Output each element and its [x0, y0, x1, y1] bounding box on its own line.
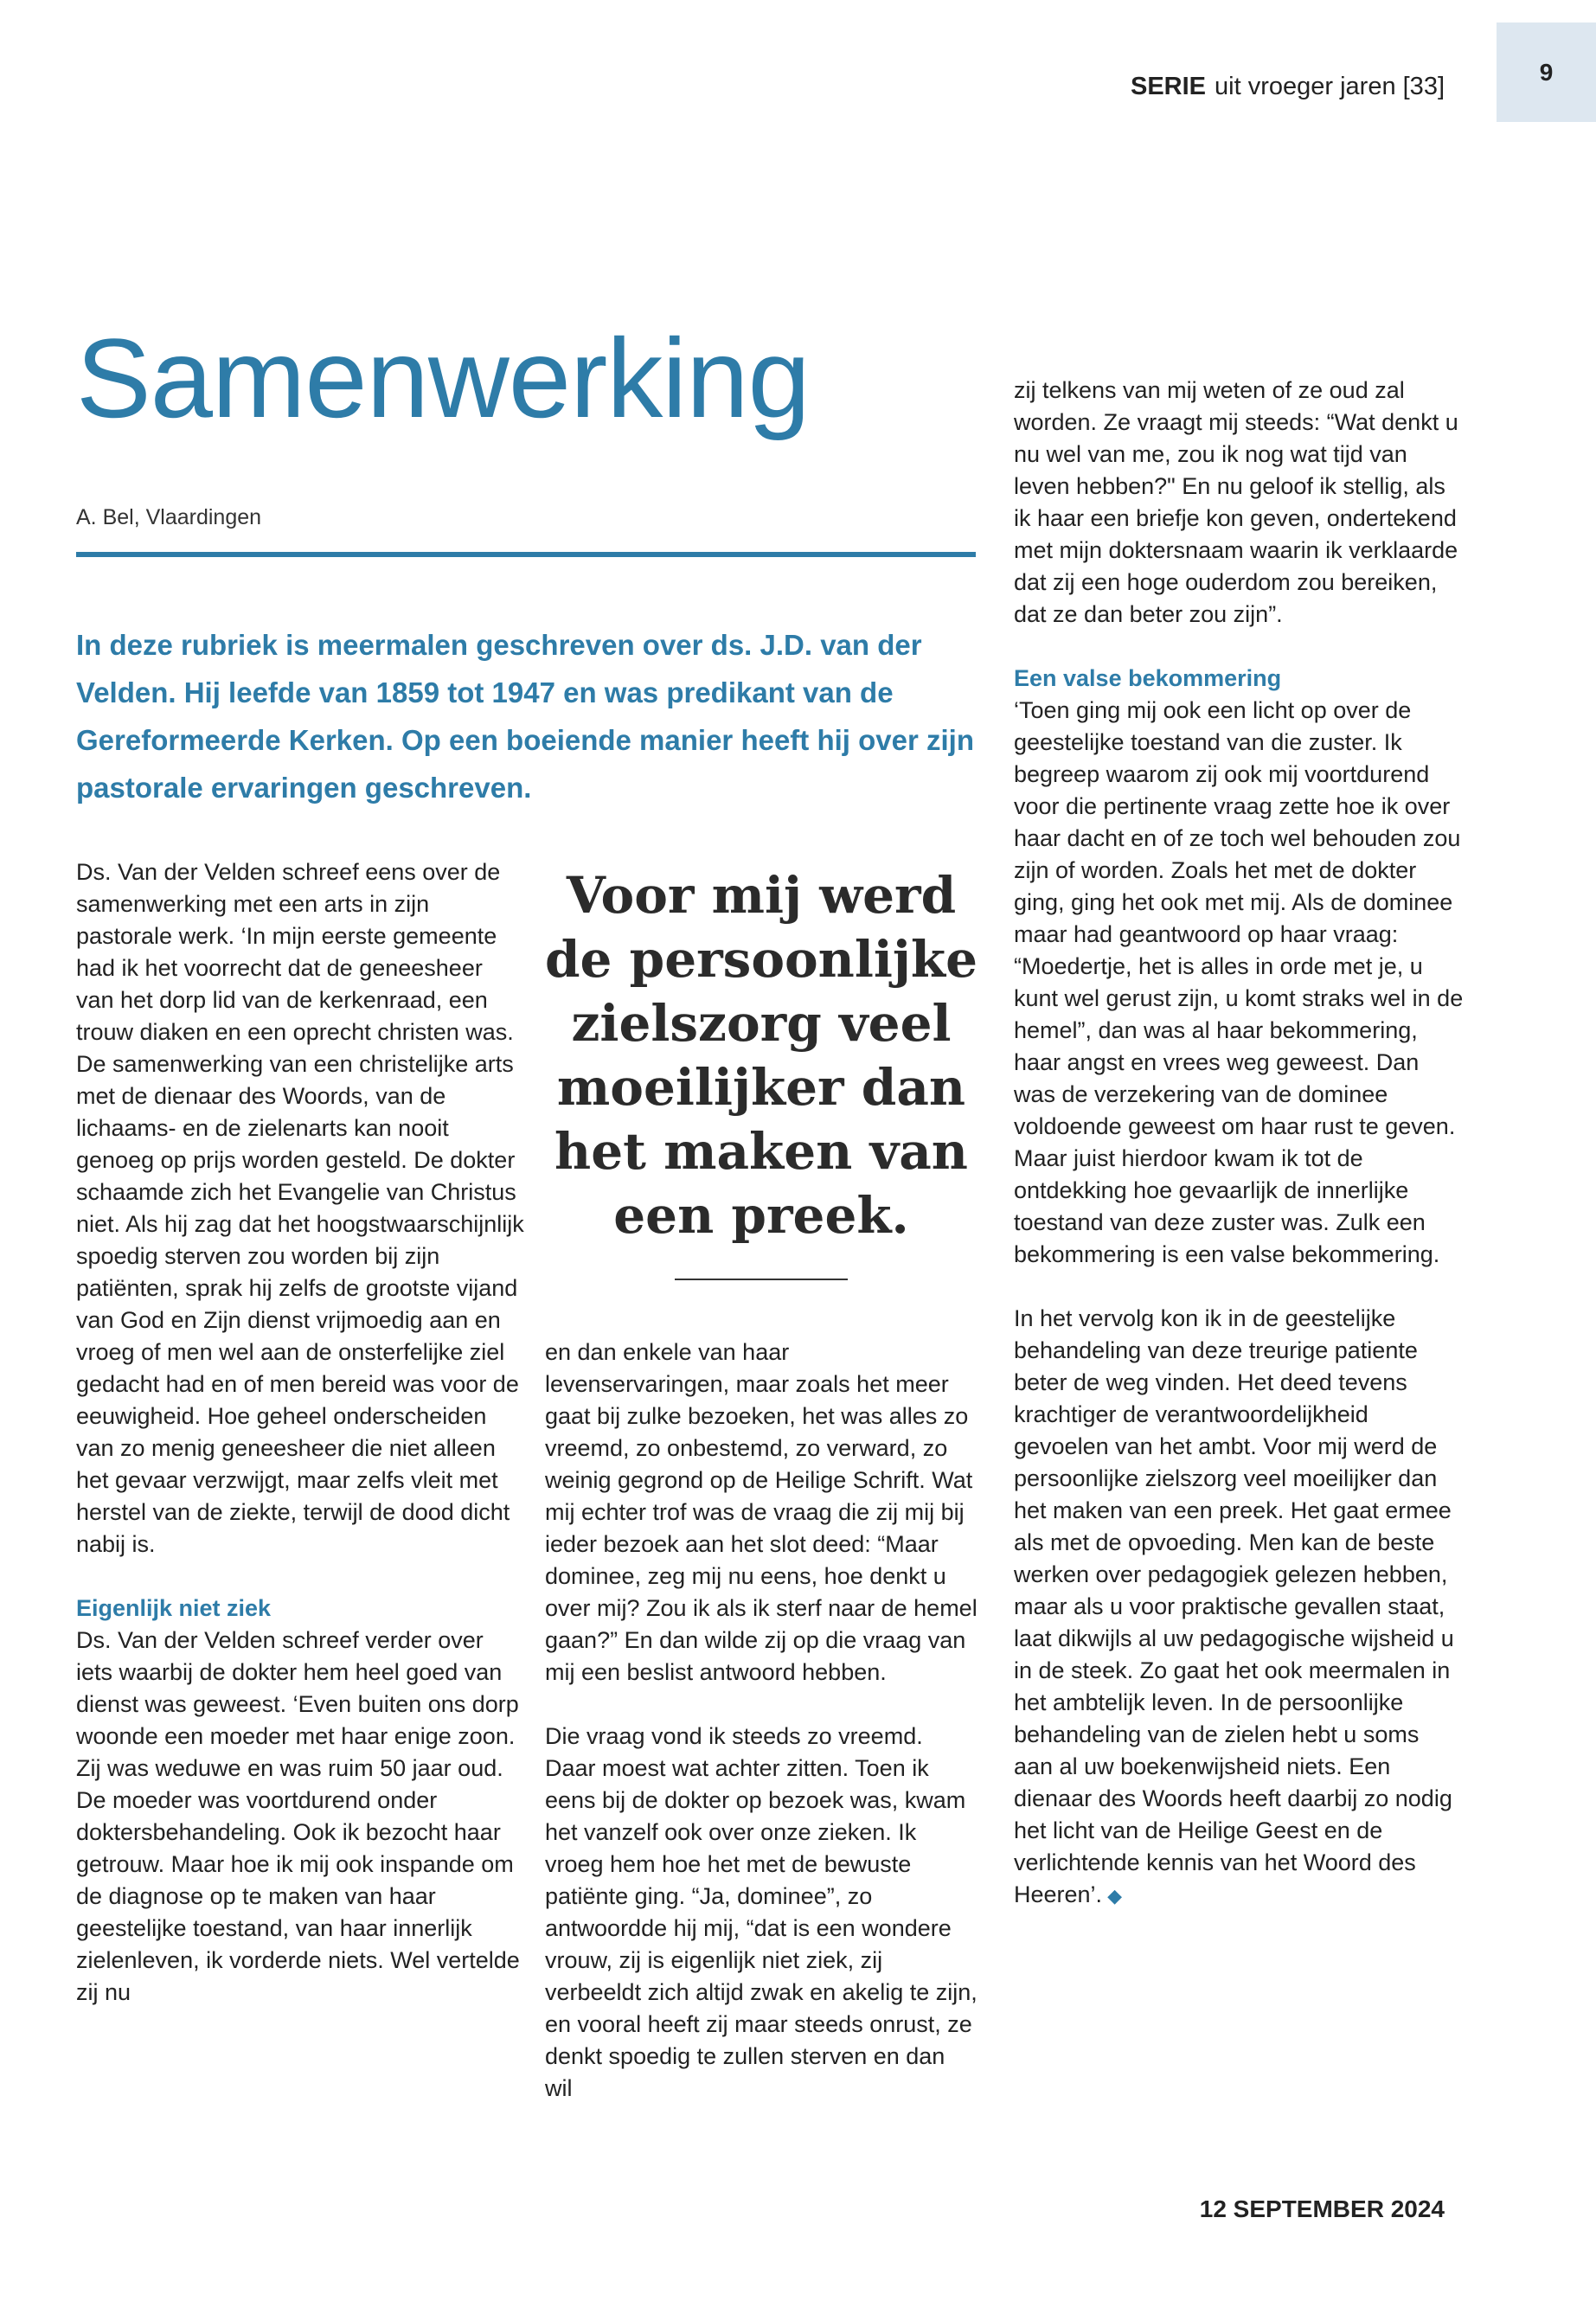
series-title: uit vroeger jaren [33] — [1215, 73, 1445, 100]
running-header — [1131, 73, 1445, 101]
article-author: A. Bel, Vlaardingen — [76, 505, 262, 529]
title-divider — [76, 552, 976, 557]
article-intro: In deze rubriek is meermalen geschreven over ds. J.D. van der Velden. Hij leefde van 1859 tot 1947 en was predikant van de Gereformeerde Kerken. Op een boeiende manier heeft hij over zijn pastorale ervaringen geschreven. — [76, 629, 974, 804]
body-paragraph: ‘Toen ging mij ook een licht op over de geestelijke toestand van die zuster. Ik begreep waarom zij ook mij voortdurend voor die pertinente vraag zette hoe ik over haar dacht en of ze toch wel behouden zou zijn of worden. Zoals het met de dokter ging, ging het ook met mij. Als de dominee maar had geantwoord op haar vraag: “Moedertje, het is alles in orde met je, u kunt wel gerust zijn, u komt straks wel in de hemel”, dan was al haar bekommering, haar angst en vrees weg geweest. Dan was de verzekering van de dominee voldoende geweest om haar rust te geven. Maar juist hierdoor kwam ik tot de ontdekking hoe gevaarlijk de innerlijke toestand van deze zuster was. Zulk een bekommering is een valse bekommering. — [1014, 697, 1464, 1267]
subheading-eigenlijk-niet-ziek: Eigenlijk niet ziek — [76, 1595, 272, 1621]
body-paragraph: zij telkens van mij weten of ze oud zal worden. Ze vraagt mij steeds: “Wat denkt u nu wel van me, zou ik nog wat tijd van leven hebben?" En nu geloof ik stellig, als ik haar een briefje kon geven, ondertekend met mijn doktersnaam waarin ik verklaarde dat zij een hoge ouderdom zou bereiken, dat ze dan beter zou zijn”. — [1014, 377, 1458, 627]
page-number-tab — [1497, 22, 1596, 122]
page-number: 9 — [1539, 58, 1554, 86]
text-column-2 — [545, 1336, 977, 2105]
pull-quote: Voor mij werd de persoonlijke zielszorg veel moeilijker dan het maken van een preek. — [545, 866, 977, 1245]
text-column-1 — [76, 856, 526, 2009]
body-paragraph: Ds. Van der Velden schreef verder over iets waarbij de dokter hem heel goed van dienst was geweest. ‘Even buiten ons dorp woonde een moeder met haar enige zoon. Zij was weduwe en was ruim 50 jaar oud. De moeder was voortdurend onder doktersbehandeling. Ook ik bezocht haar getrouw. Maar hoe ik mij ook inspande om de diagnose op te maken van haar geestelijke toestand, van haar innerlijk zielenleven, ik vorderde niets. Wel vertelde zij nu — [76, 1627, 520, 2005]
series-label: SERIE — [1130, 73, 1207, 100]
article-title: Samenwerking — [76, 315, 810, 441]
body-paragraph: Die vraag vond ik steeds zo vreemd. Daar moest wat achter zitten. Toen ik eens bij de dokter op bezoek was, kwam het vanzelf ook over onze zieken. Ik vroeg hem hoe het met de bewuste patiënte ging. “Ja, dominee”, zo antwoordde hij mij, “dat is een wondere vrouw, zij is eigenlijk niet ziek, zij verbeeldt zich altijd zwak en akelig te zijn, en vooral heeft zij maar steeds onrust, ze denkt spoedig te zullen sterven en dan wil — [545, 1723, 977, 2101]
pull-quote-divider — [675, 1279, 848, 1280]
body-paragraph-final — [1014, 1303, 1464, 1912]
body-paragraph: Ds. Van der Velden schreef eens over de samenwerking met een arts in zijn pastorale werk. ‘In mijn eerste gemeente had ik het voorrecht dat de geneesheer van het dorp lid van de kerkenraad, een trouw diaken en een oprecht christen was. De samenwerking van een christelijke arts met de dienaar des Woords, van de lichaams- en de zielenarts kan nooit genoeg op prijs worden gesteld. De dokter schaamde zich het Evangelie van Christus niet. Als hij zag dat het hoogstwaarschijnlijk spoedig sterven zou worden bij zijn patiënten, sprak hij zelfs de grootste vijand van God en Zijn dienst vrijmoedig aan en vroeg of men wel aan de onsterfelijke ziel gedacht had en of men bereid was voor de eeuwigheid. Hoe geheel onderscheiden van zo menig geneesheer die niet alleen het gevaar verzwijgt, maar zelfs vleit met herstel van de ziekte, terwijl de dood dicht nabij is. — [76, 859, 524, 1557]
issue-date: 12 SEPTEMBER 2024 — [1199, 2195, 1445, 2222]
body-paragraph: en dan enkele van haar levenservaringen, maar zoals het meer gaat bij zulke bezoeken, het was alles zo vreemd, zo onbestemd, zo verward, zo weinig gegrond op de Heilige Schrift. Wat mij echter trof was de vraag die zij mij bij ieder bezoek aan het slot deed: “Maar dominee, zeg mij nu eens, hoe denkt u over mij? Zou ik als ik sterf naar de hemel gaan?” En dan wilde zij op die vraag van mij een beslist antwoord hebben. — [545, 1339, 977, 1685]
end-of-article-diamond-icon: ◆ — [1107, 1885, 1122, 1907]
final-paragraph-text: In het vervolg kon ik in de geestelijke behandeling van deze treurige patiente beter de weg vinden. Het deed tevens krachtiger de verantwoordelijkheid gevoelen van het ambt. Voor mij werd de persoonlijke zielszorg veel moeilijker dan het maken van een preek. Het gaat ermee als met de opvoeding. Men kan de beste werken over pedagogiek gelezen hebben, maar als u voor praktische gevallen staat, laat dikwijls al uw pedagogische wijsheid u in de steek. Zo gaat het ook meermalen in het ambtelijk leven. In de persoonlijke behandeling van de zielen hebt u soms aan al uw boekenwijsheid niets. Een dienaar des Woords heeft daarbij zo nodig het licht van de Heilige Geest en de verlichtende kennis van het Woord des Heeren’. — [1014, 1305, 1454, 1907]
subheading-een-valse-bekommering: Een valse bekommering — [1014, 665, 1282, 691]
text-column-3 — [1014, 375, 1464, 1912]
